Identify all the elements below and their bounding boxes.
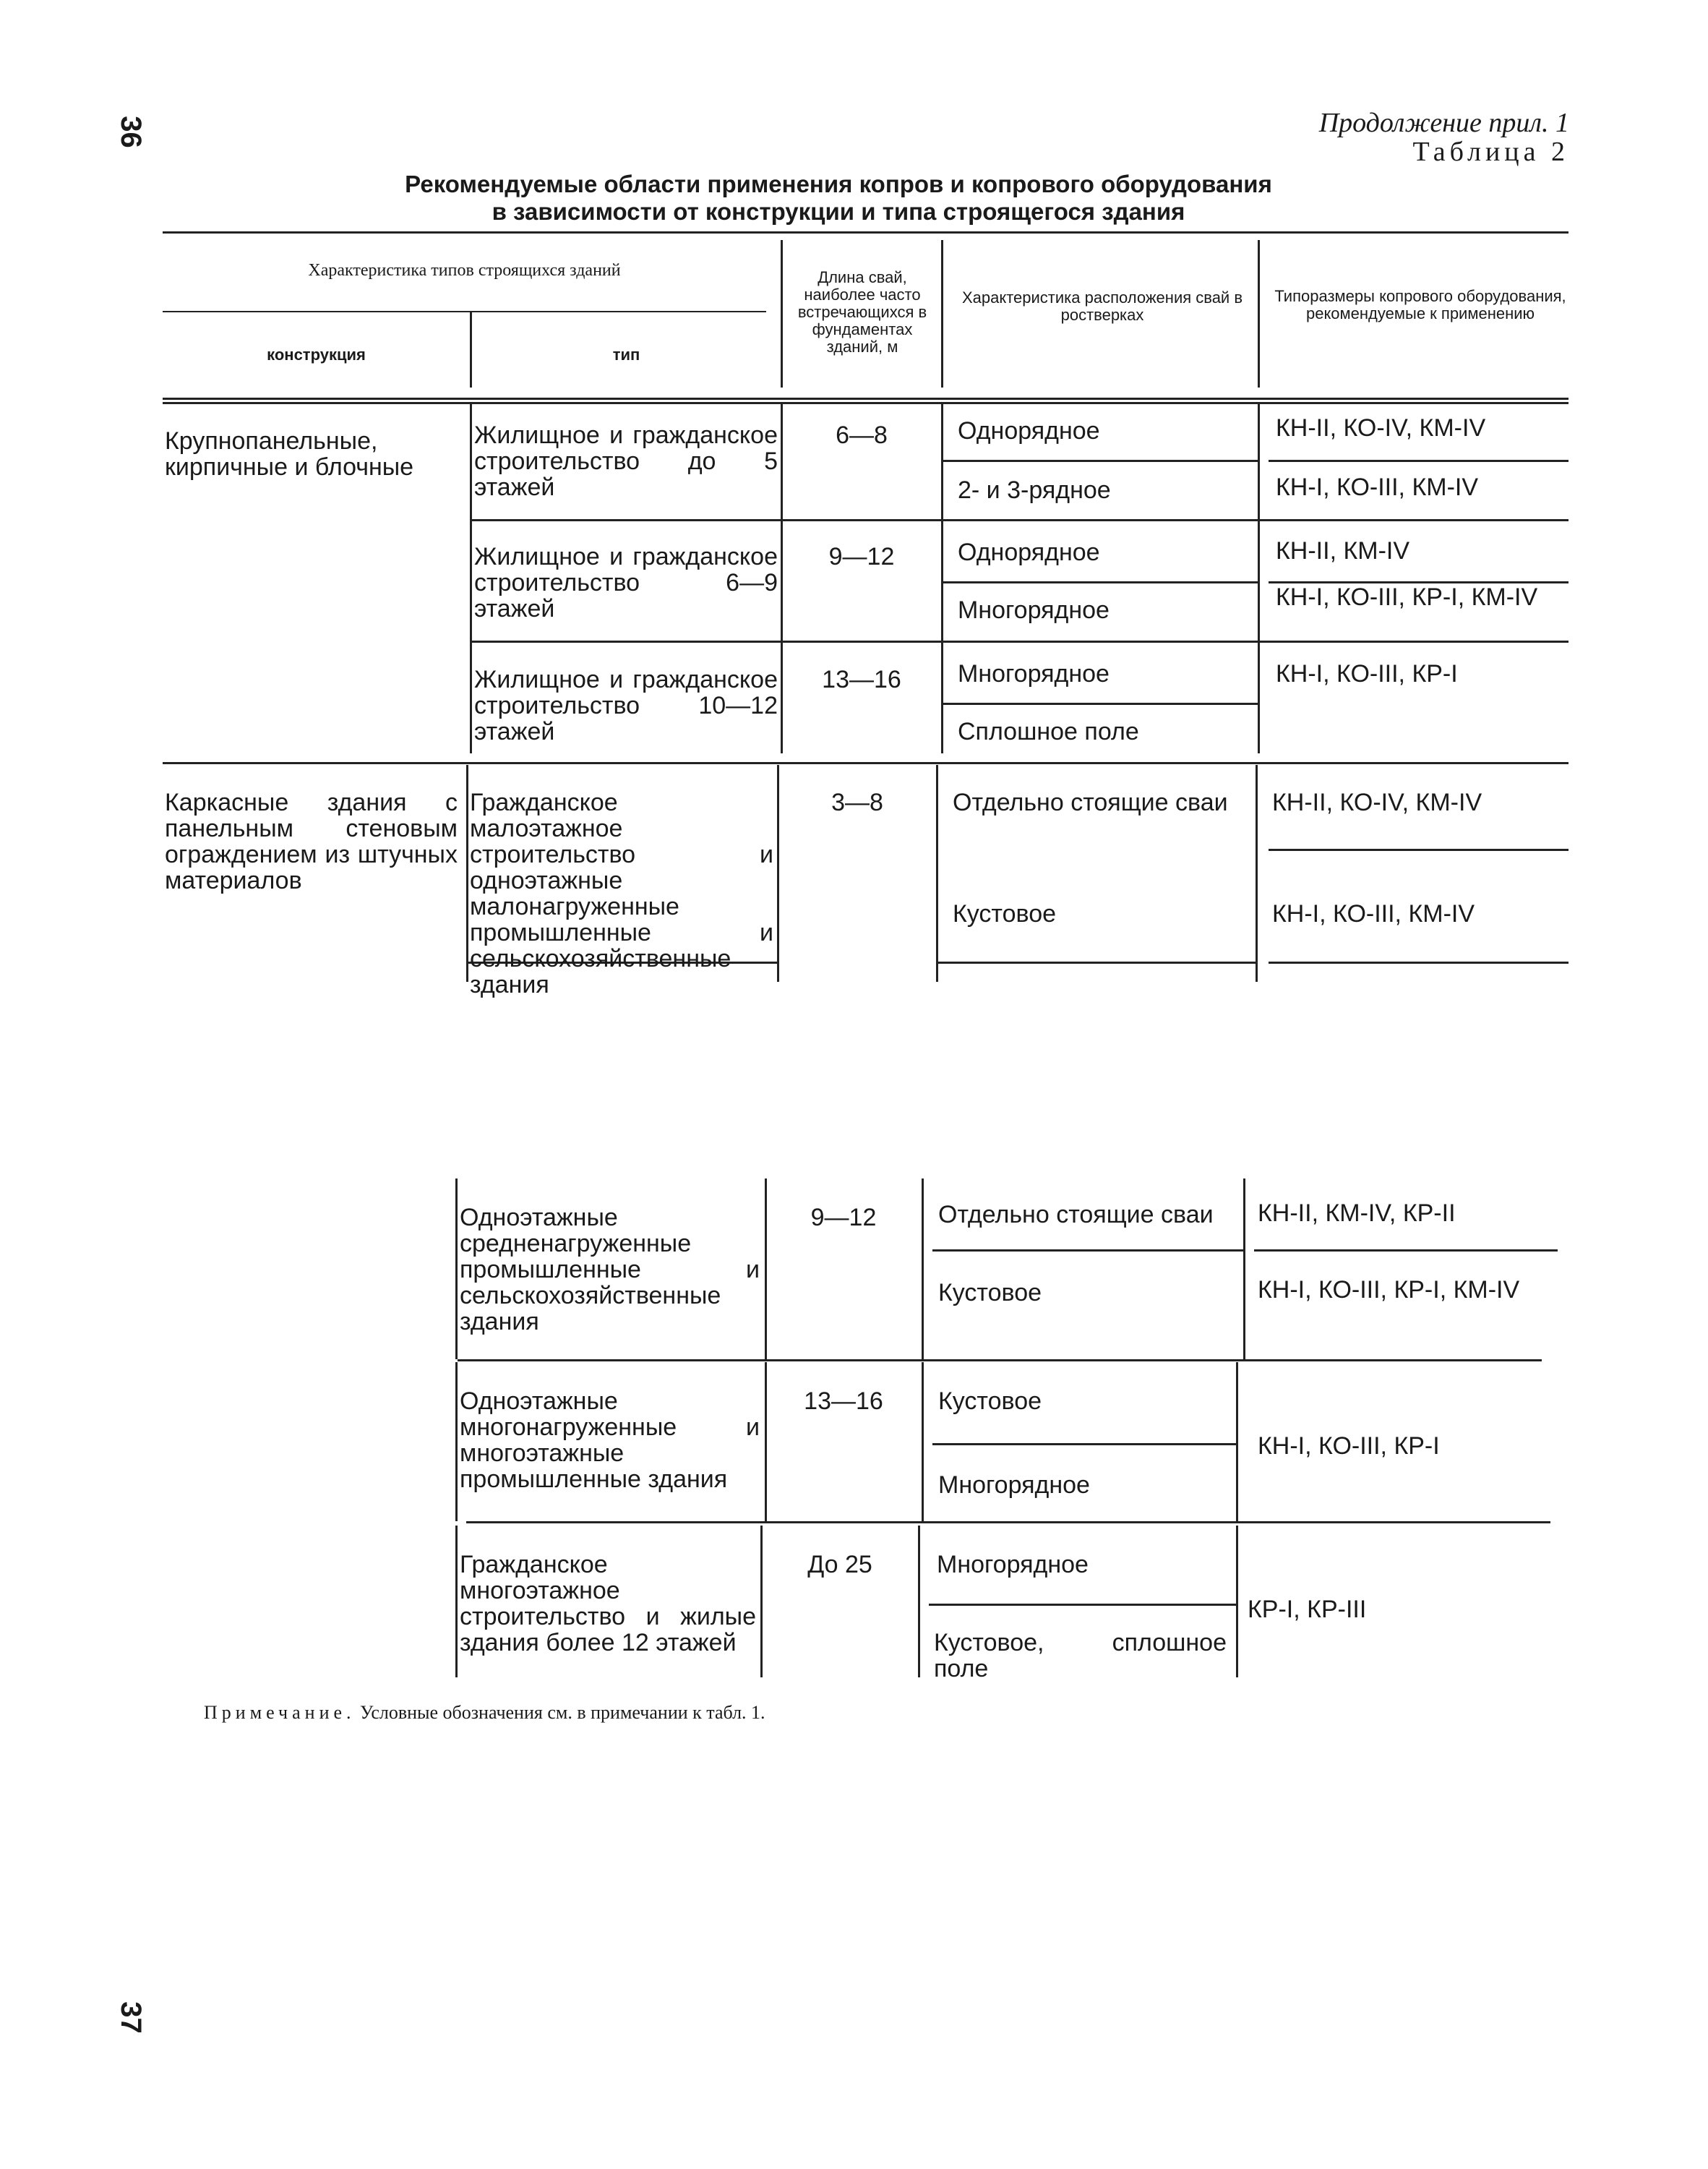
type-cell: Одноэтажные многонагруженные и многоэтажные промышленные здания	[460, 1387, 760, 1493]
title-line-1: Рекомендуемые области применения копров и копрового оборудования	[405, 171, 1272, 197]
arrangement-cell: Кустовое	[938, 1279, 1042, 1306]
rule	[1269, 460, 1568, 462]
header-length: Длина свай, наиболее часто встречающихся в фундаментах зданий, м	[797, 268, 927, 356]
table-title	[318, 171, 1359, 226]
rule	[938, 962, 1256, 964]
rule	[932, 1249, 1243, 1252]
rule	[765, 1178, 767, 1359]
equipment-cell: КН-II, КМ-IV, КР-II	[1258, 1199, 1456, 1227]
equipment-cell: КН-I, КО-III, КМ-IV	[1276, 474, 1479, 501]
arrangement-cell: Однорядное	[958, 539, 1100, 566]
table-label: Таблица 2	[1412, 137, 1569, 167]
equipment-cell: КН-II, КМ-IV	[1276, 537, 1410, 565]
rule	[1243, 1178, 1245, 1359]
arrangement-cell: Отдельно стоящие сваи	[953, 789, 1228, 816]
length-cell: 13—16	[804, 1387, 883, 1415]
rule	[760, 1526, 763, 1677]
equipment-cell: КН-I, КО-III, КР-I, КМ-IV	[1258, 1276, 1520, 1304]
rule	[455, 1178, 458, 1359]
rule	[1236, 1362, 1238, 1521]
table-note	[204, 1702, 765, 1724]
type-cell: Жилищное и гражданское строительство 6—9 этажей	[474, 543, 778, 623]
length-cell: 6—8	[836, 422, 888, 449]
rule	[932, 1443, 1236, 1445]
header-group: Характеристика типов строящихся зданий	[308, 261, 621, 280]
continuation-label: Продолжение прил. 1	[1318, 108, 1569, 138]
equipment-cell: КН-II, КО-IV, КМ-IV	[1272, 789, 1482, 816]
rule	[922, 1178, 924, 1359]
rule	[472, 641, 1568, 643]
rule	[1254, 1249, 1558, 1252]
arrangement-cell: Кустовое, сплошное поле	[934, 1629, 1227, 1682]
note-label: Примечание.	[204, 1702, 356, 1723]
rule	[1269, 962, 1568, 964]
rule	[936, 765, 938, 982]
rule	[943, 460, 1258, 462]
rule	[929, 1604, 1236, 1606]
rule	[922, 1362, 924, 1521]
header-equipment: Типоразмеры копрового оборудования, рекомендуемые к применению	[1274, 287, 1566, 322]
length-cell: 13—16	[822, 666, 901, 693]
rule	[918, 1526, 920, 1677]
arrangement-cell: Многорядное	[958, 660, 1110, 688]
rule	[943, 703, 1258, 705]
construction-cell: Каркасные здания с панельным стеновым ограждением из штучных материалов	[165, 789, 458, 894]
arrangement-cell: 2- и 3-рядное	[958, 476, 1111, 504]
note-text: Условные обозначения см. в примечании к табл. 1.	[360, 1702, 765, 1723]
rule	[1256, 765, 1258, 982]
rule	[1236, 1526, 1238, 1677]
page-number-bottom: 37	[114, 2001, 147, 2034]
rule	[470, 402, 472, 753]
type-cell: Гражданское малоэтажное строительство и одноэтажные малонагруженные промышленные и сельскохозяйственные здания	[470, 789, 773, 998]
rule	[455, 1362, 458, 1521]
rule	[466, 1521, 1550, 1523]
equipment-cell: КН-I, КО-III, КР-I	[1276, 660, 1458, 688]
equipment-cell: КН-II, КО-IV, КМ-IV	[1276, 414, 1486, 442]
title-line-2: в зависимости от конструкции и типа строящегося здания	[492, 198, 1185, 225]
page-number-top: 36	[114, 116, 147, 148]
rule	[163, 398, 1568, 400]
length-cell: 9—12	[828, 543, 895, 570]
rule	[455, 1526, 458, 1677]
rule	[941, 240, 943, 388]
rule	[1269, 849, 1568, 851]
rule	[781, 402, 783, 753]
equipment-cell: КН-I, КО-III, КМ-IV	[1272, 900, 1475, 928]
rule	[765, 1362, 767, 1521]
rule	[941, 402, 943, 753]
length-cell: 3—8	[831, 789, 883, 816]
arrangement-cell: Многорядное	[938, 1471, 1090, 1499]
type-cell: Жилищное и гражданское строительство 10—12 этажей	[474, 666, 778, 745]
header-type: тип	[612, 346, 640, 364]
type-cell: Гражданское многоэтажное строительство и жилые здания более 12 этажей	[460, 1551, 756, 1656]
arrangement-cell: Однорядное	[958, 417, 1100, 445]
rule	[163, 402, 1568, 404]
equipment-cell: КН-I, КО-III, КР-I, КМ-IV	[1276, 583, 1538, 611]
length-cell: До 25	[807, 1551, 872, 1578]
rule	[163, 311, 766, 312]
rule	[466, 765, 468, 982]
equipment-cell: КР-I, КР-III	[1248, 1596, 1367, 1623]
rule	[943, 581, 1258, 583]
arrangement-cell: Сплошное поле	[958, 718, 1139, 745]
rule	[781, 240, 783, 388]
rule	[1258, 402, 1260, 753]
arrangement-cell: Отдельно стоящие сваи	[938, 1201, 1214, 1228]
rule	[472, 519, 1568, 521]
header-construction: конструкция	[267, 346, 366, 364]
type-cell: Жилищное и гражданское строительство до 5 этажей	[474, 422, 778, 501]
arrangement-cell: Многорядное	[937, 1551, 1089, 1578]
equipment-cell: КН-I, КО-III, КР-I	[1258, 1432, 1440, 1460]
arrangement-cell: Многорядное	[958, 596, 1110, 624]
arrangement-cell: Кустовое	[953, 900, 1057, 928]
rule	[458, 1359, 1542, 1361]
rule	[163, 231, 1568, 234]
rule	[163, 762, 1568, 764]
rule	[1258, 240, 1260, 388]
type-cell: Одноэтажные средненагруженные промышленные и сельскохозяйственные здания	[460, 1204, 760, 1335]
construction-cell: Крупнопанельные, кирпичные и блочные	[165, 427, 414, 481]
header-arrangement: Характеристика расположения свай в ростверках	[961, 288, 1243, 324]
length-cell: 9—12	[810, 1204, 877, 1231]
arrangement-cell: Кустовое	[938, 1387, 1042, 1415]
